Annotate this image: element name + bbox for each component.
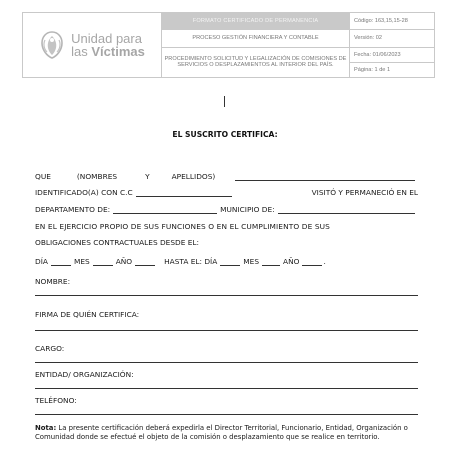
field-firma-label: FIRMA DE QUIÉN CERTIFICA: <box>35 310 140 320</box>
org-name-line1: Unidad para <box>71 31 142 46</box>
note-paragraph <box>35 424 418 441</box>
doc-version: Versión: 02 <box>350 30 435 47</box>
line-identificado <box>35 181 418 198</box>
year-from-blank[interactable] <box>135 257 155 266</box>
field-nombre <box>35 272 418 296</box>
field-entidad-line[interactable] <box>35 379 418 389</box>
text-period: . <box>323 257 326 267</box>
doc-code: Código: 163,15,15-28 <box>350 13 435 30</box>
cc-blank[interactable] <box>136 188 232 197</box>
field-entidad <box>35 365 418 389</box>
line-que <box>35 164 418 181</box>
field-nombre-line[interactable] <box>35 286 418 296</box>
names-blank[interactable] <box>235 172 415 181</box>
text-anio-to: AÑO <box>283 257 300 267</box>
day-to-blank[interactable] <box>220 257 240 266</box>
text-apellidos: APELLIDOS) <box>171 171 216 181</box>
field-telefono-label: TELÉFONO: <box>35 396 77 406</box>
text-nombres: (NOMBRES <box>76 171 118 181</box>
line-departamento <box>35 197 418 214</box>
text-visito: VISITÓ Y PERMANECIÓ EN EL <box>311 188 418 198</box>
text-mes-to: MES <box>243 257 260 267</box>
note-text: La presente certificación deberá expedirla el Director Territorial, Funcionario, Entidad, Organización o Comunidad donde se efectué el objeto de la comisión o desplazamiento que se realice en territorio. <box>35 424 408 441</box>
process-name: PROCESO GESTIÓN FINANCIERA Y CONTABLE <box>162 30 350 47</box>
logo-block <box>23 13 162 78</box>
field-telefono <box>35 391 418 415</box>
field-entidad-label: ENTIDAD/ ORGANIZACIÓN: <box>35 370 134 380</box>
text-anio-from: AÑO <box>115 257 133 267</box>
text-y: Y <box>145 171 150 181</box>
doc-date: Fecha: 01/06/2023 <box>350 47 435 62</box>
text-obligaciones: OBLIGACIONES CONTRACTUALES DESDE EL: <box>35 238 200 248</box>
document-header <box>22 12 435 78</box>
field-cargo-label: CARGO: <box>35 344 65 354</box>
unidad-victimas-emblem-icon <box>39 30 65 60</box>
text-dia-from: DÍA <box>35 257 48 267</box>
text-hasta: HASTA EL: DÍA <box>164 257 218 267</box>
certificate-body <box>35 164 418 415</box>
certificate-title: EL SUSCRITO CERTIFICA: <box>172 130 278 139</box>
field-telefono-line[interactable] <box>35 405 418 415</box>
field-nombre-label: NOMBRE: <box>35 277 71 287</box>
year-to-blank[interactable] <box>302 257 322 266</box>
text-mes-from: MES <box>73 257 90 267</box>
field-firma-line[interactable] <box>35 319 418 331</box>
text-departamento: DEPARTAMENTO DE: <box>35 205 111 215</box>
department-blank[interactable] <box>113 205 217 214</box>
procedure-name: PROCEDIMIENTO SOLICITUD Y LEGALIZACIÓN DE COMISIONES DE SERVICIOS O DESPLAZAMIENTOS AL INTERIOR DEL PAÍS. <box>162 47 350 77</box>
doc-page: Página: 1 de 1 <box>350 62 435 77</box>
line-dates <box>35 247 418 266</box>
text-que: QUE <box>35 171 51 181</box>
municipality-blank[interactable] <box>278 205 415 214</box>
text-cursor <box>224 96 225 107</box>
line-obligaciones <box>35 231 418 248</box>
text-identificado: IDENTIFICADO(A) CON C.C <box>35 188 133 198</box>
field-cargo-line[interactable] <box>35 353 418 363</box>
day-from-blank[interactable] <box>51 257 71 266</box>
text-municipio: MUNICIPIO DE: <box>220 205 275 215</box>
line-ejercicio <box>35 214 418 231</box>
month-to-blank[interactable] <box>262 257 280 266</box>
org-name-line2: las Víctimas <box>71 44 145 59</box>
month-from-blank[interactable] <box>93 257 113 266</box>
note-label: Nota: <box>35 424 57 432</box>
text-ejercicio: EN EL EJERCICIO PROPIO DE SUS FUNCIONES O EN EL CUMPLIMIENTO DE SUS <box>35 221 330 231</box>
field-cargo <box>35 339 418 363</box>
field-firma <box>35 305 418 331</box>
form-title-band: FORMATO CERTIFICADO DE PERMANENCIA <box>162 13 350 30</box>
